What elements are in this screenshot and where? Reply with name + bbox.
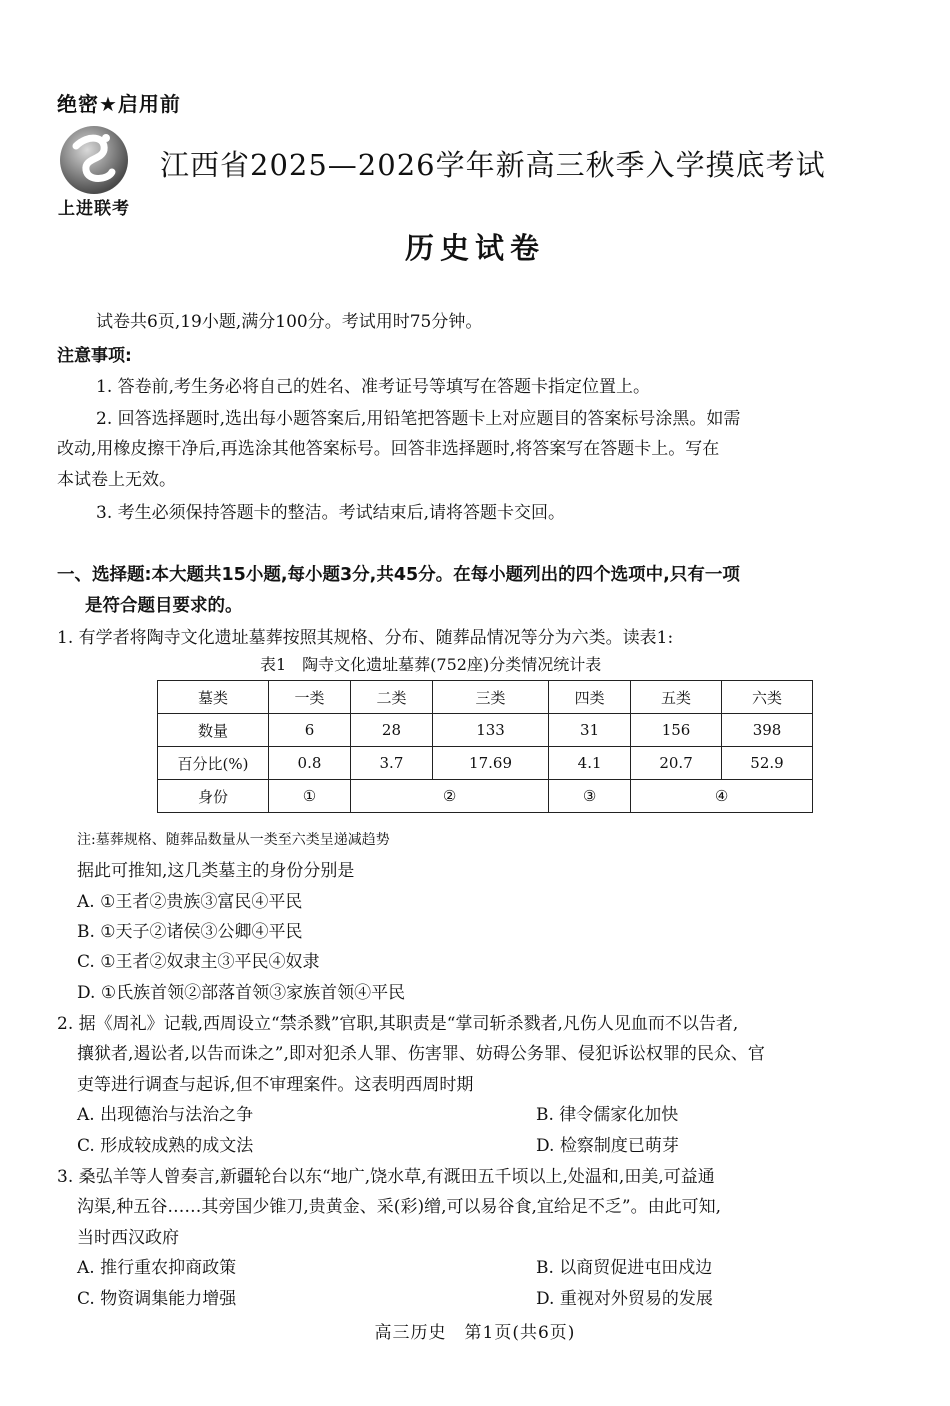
q2-line-1: 2. 据《周礼》记载,西周设立“禁杀戮”官职,其职责是“掌司斩杀戮者,凡伤人见血而不以告者, — [57, 1014, 739, 1034]
q3-option-b: B. 以商贸促进屯田戍边 — [536, 1258, 713, 1278]
table-cell: 五类 — [631, 681, 722, 714]
q3-option-d: D. 重视对外贸易的发展 — [536, 1289, 713, 1309]
table-cell: 二类 — [350, 681, 432, 714]
section-1-heading-line-2: 是符合题目要求的。 — [85, 596, 243, 616]
q3-option-a: A. 推行重农抑商政策 — [77, 1258, 237, 1278]
table-cell: 17.69 — [432, 747, 548, 780]
table-cell: 398 — [722, 714, 813, 747]
table-cell: 52.9 — [722, 747, 813, 780]
table-cell: 156 — [631, 714, 722, 747]
exam-title: 江西省2025—2026学年新高三秋季入学摸底考试 — [160, 148, 826, 182]
q1-ask: 据此可推知,这几类墓主的身份分别是 — [77, 861, 355, 881]
q3-line-3: 当时西汉政府 — [77, 1228, 179, 1248]
note-2-line-1: 2. 回答选择题时,选出每小题答案后,用铅笔把答题卡上对应题目的答案标号涂黑。如需 — [96, 409, 741, 429]
intro-text: 试卷共6页,19小题,满分100分。考试用时75分钟。 — [96, 312, 483, 332]
table-note: 注:墓葬规格、随葬品数量从一类至六类呈递减趋势 — [77, 832, 390, 848]
table-cell: 六类 — [722, 681, 813, 714]
table-percent-row — [158, 747, 813, 780]
table-count-row — [158, 714, 813, 747]
q2-option-d: D. 检察制度已萌芽 — [536, 1136, 679, 1156]
table-cell: 3.7 — [350, 747, 432, 780]
table-cell: 28 — [350, 714, 432, 747]
page-footer: 高三历史 第1页(共6页) — [374, 1323, 576, 1343]
table-identity-row — [158, 780, 813, 813]
table-cell: 墓类 — [158, 681, 269, 714]
q2-line-2: 攘狱者,遏讼者,以告而诛之”,即对犯杀人罪、伤害罪、妨碍公务罪、侵犯诉讼权罪的民众、官 — [77, 1044, 765, 1064]
table-cell: ① — [269, 780, 351, 813]
section-1-heading-line-1: 一、选择题:本大题共15小题,每小题3分,共45分。在每小题列出的四个选项中,只有一项 — [57, 565, 740, 585]
table-cell: 31 — [549, 714, 631, 747]
q1-option-b: B. ①天子②诸侯③公卿④平民 — [77, 922, 303, 942]
table-cell: 百分比(%) — [158, 747, 269, 780]
q2-option-c: C. 形成较成熟的成文法 — [77, 1136, 254, 1156]
table-cell: 6 — [269, 714, 351, 747]
table-cell: ② — [350, 780, 548, 813]
q3-option-c: C. 物资调集能力增强 — [77, 1289, 237, 1309]
table-cell: ③ — [549, 780, 631, 813]
note-2-line-2: 改动,用橡皮擦干净后,再选涂其他答案标号。回答非选择题时,将答案写在答题卡上。写在 — [57, 439, 720, 459]
table-cell: 数量 — [158, 714, 269, 747]
table-header-row — [158, 681, 813, 714]
q1-stem: 1. 有学者将陶寺文化遗址墓葬按照其规格、分布、随葬品情况等分为六类。读表1: — [57, 628, 674, 648]
table-cell: 四类 — [549, 681, 631, 714]
q2-option-b: B. 律令儒家化加快 — [536, 1105, 679, 1125]
q1-option-c: C. ①王者②奴隶主③平民④奴隶 — [77, 952, 320, 972]
q2-line-3: 吏等进行调查与起诉,但不审理案件。这表明西周时期 — [77, 1075, 474, 1095]
table-cell: ④ — [631, 780, 813, 813]
table-caption: 表1 陶寺文化遗址墓葬(752座)分类情况统计表 — [260, 655, 602, 674]
tomb-classification-table — [157, 680, 813, 813]
table-cell: 133 — [432, 714, 548, 747]
q3-line-2: 沟渠,种五谷……其旁国少锥刀,贵黄金、采(彩)缯,可以易谷食,宜给足不乏”。由此可知, — [77, 1197, 721, 1217]
q1-option-d: D. ①氏族首领②部落首领③家族首领④平民 — [77, 983, 406, 1003]
notes-heading: 注意事项: — [57, 346, 132, 366]
logo-text: 上进联考 — [58, 199, 130, 219]
table-cell: 一类 — [269, 681, 351, 714]
table-cell: 身份 — [158, 780, 269, 813]
q3-line-1: 3. 桑弘羊等人曾奏言,新疆轮台以东“地广,饶水草,有溉田五千顷以上,处温和,田美,可益通 — [57, 1167, 715, 1187]
note-2-line-3: 本试卷上无效。 — [57, 470, 176, 490]
q2-option-a: A. 出现德治与法治之争 — [77, 1105, 254, 1125]
note-3: 3. 考生必须保持答题卡的整洁。考试结束后,请将答题卡交回。 — [96, 503, 566, 523]
subject-title: 历史试卷 — [404, 231, 545, 265]
note-1: 1. 答卷前,考生务必将自己的姓名、准考证号等填写在答题卡指定位置上。 — [96, 377, 651, 397]
table-cell: 0.8 — [269, 747, 351, 780]
table-cell: 4.1 — [549, 747, 631, 780]
secret-label: 绝密★启用前 — [57, 92, 181, 116]
table-cell: 三类 — [432, 681, 548, 714]
table-cell: 20.7 — [631, 747, 722, 780]
q1-option-a: A. ①王者②贵族③富民④平民 — [77, 892, 303, 912]
